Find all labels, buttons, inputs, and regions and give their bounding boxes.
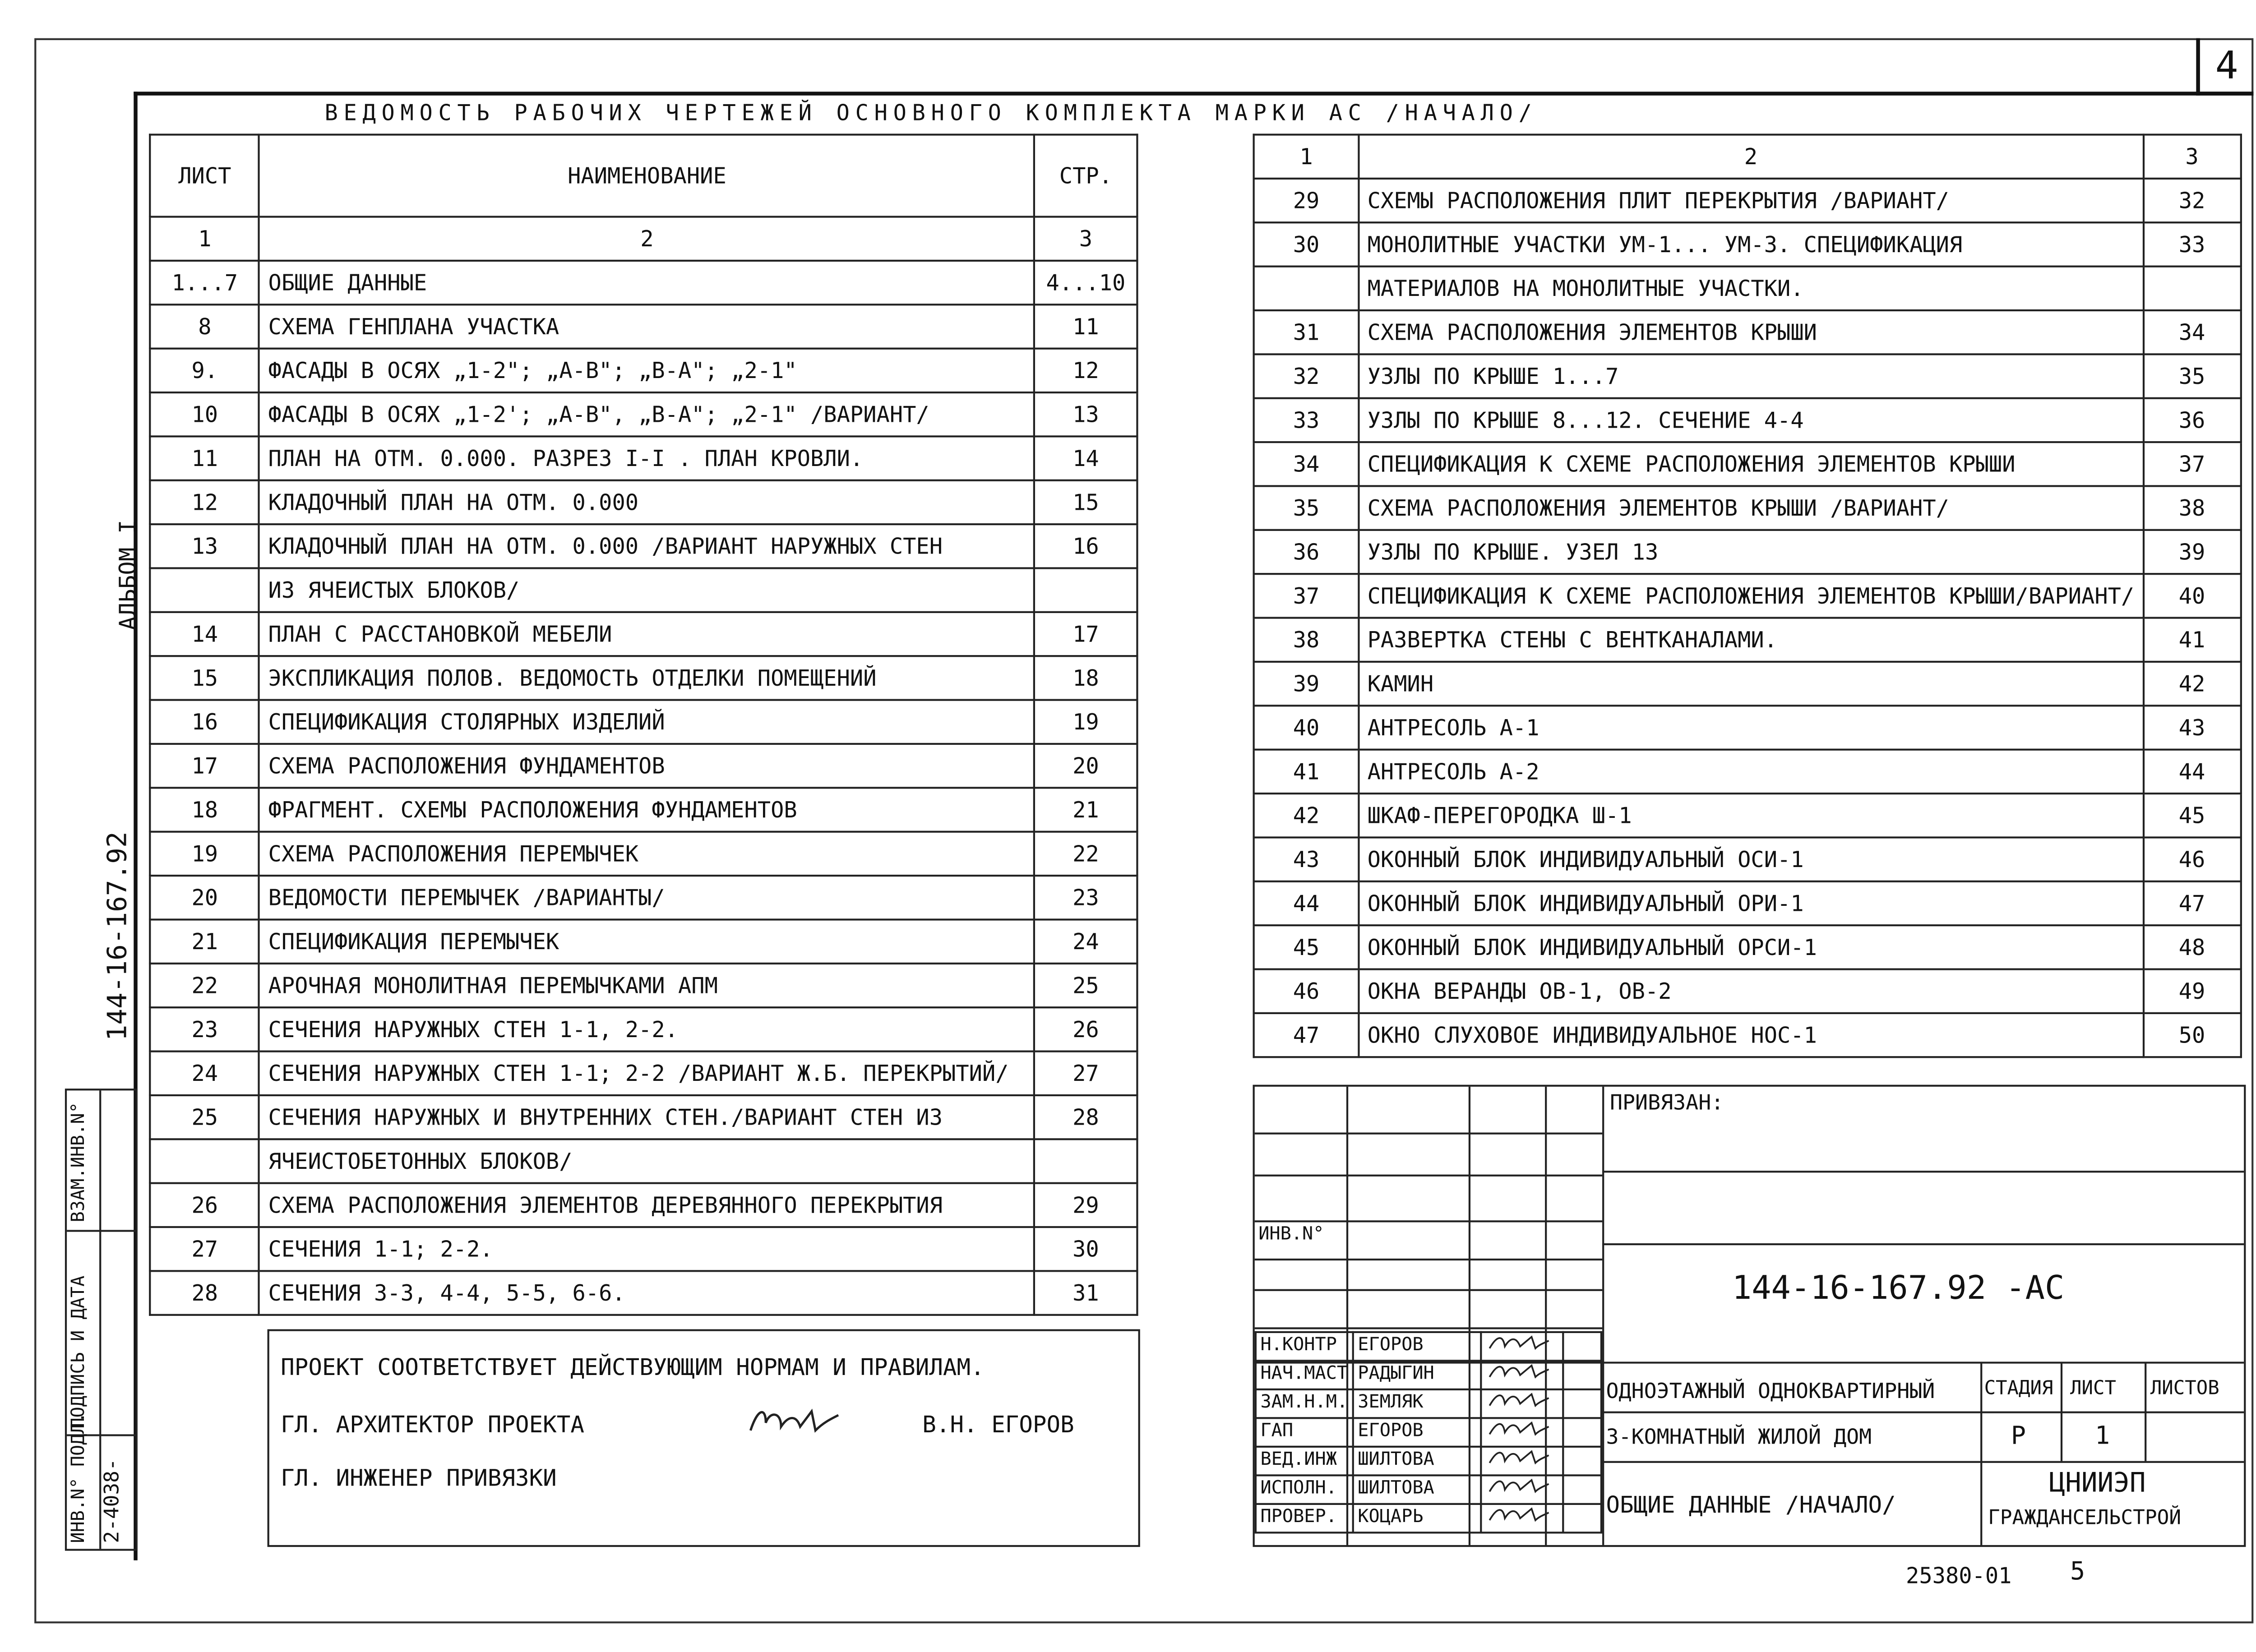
object-description-line2: 3-КОМНАТНЫЙ ЖИЛОЙ ДОМ (1606, 1425, 1872, 1450)
col-number: 2 (1359, 134, 2143, 178)
table-row (150, 656, 1137, 700)
table-row (1254, 530, 2241, 574)
row-name: СЕЧЕНИЯ НАРУЖНЫХ СТЕН 1-1, 2-2. (259, 1007, 1034, 1051)
row-name: ОКНА ВЕРАНДЫ ОВ-1, ОВ-2 (1359, 969, 2143, 1013)
row-name: СХЕМА РАСПОЛОЖЕНИЯ ПЕРЕМЫЧЕК (259, 832, 1034, 876)
row-sheet: 17 (150, 744, 259, 788)
date-cell (1563, 1447, 1601, 1476)
row-page: 46 (2143, 837, 2241, 881)
row-sheet: 9. (150, 349, 259, 392)
row-name: СЕЧЕНИЯ 3-3, 4-4, 5-5, 6-6. (259, 1271, 1034, 1315)
table-row (150, 1007, 1137, 1051)
row-name: ВЕДОМОСТИ ПЕРЕМЫЧЕК /ВАРИАНТЫ/ (259, 876, 1034, 919)
row-page: 14 (1034, 436, 1137, 480)
row-sheet: 21 (150, 919, 259, 963)
row-name: ОКОННЫЙ БЛОК ИНДИВИДУАЛЬНЫЙ ОРИ-1 (1359, 881, 2143, 925)
role-name: РАДЫГИН (1353, 1361, 1481, 1389)
footer-page: 5 (2070, 1558, 2085, 1587)
role-name: ЗЕМЛЯК (1353, 1389, 1481, 1418)
chief-architect-name: В.Н. ЕГОРОВ (922, 1411, 1074, 1438)
role-name: ЕГОРОВ (1353, 1418, 1481, 1447)
date-cell (1563, 1418, 1601, 1447)
signature-row (1256, 1504, 1601, 1533)
sheet-header: ЛИСТ (2070, 1379, 2117, 1400)
row-sheet: 19 (150, 832, 259, 876)
table-row (150, 1095, 1137, 1139)
row-page: 33 (2143, 222, 2241, 266)
role-name: ЕГОРОВ (1353, 1332, 1481, 1361)
table-row (150, 436, 1137, 480)
signature-row (1256, 1418, 1601, 1447)
row-page: 30 (1034, 1227, 1137, 1271)
row-name: ФРАГМЕНТ. СХЕМЫ РАСПОЛОЖЕНИЯ ФУНДАМЕНТОВ (259, 788, 1034, 831)
row-sheet: 20 (150, 876, 259, 919)
row-page: 20 (1034, 744, 1137, 788)
row-page: 25 (1034, 964, 1137, 1007)
signature-row (1256, 1447, 1601, 1476)
row-page: 29 (1034, 1183, 1137, 1227)
inventory-number-label: ИНВ.N° (1258, 1224, 1324, 1246)
row-page: 21 (1034, 788, 1137, 831)
row-name: ОКОННЫЙ БЛОК ИНДИВИДУАЛЬНЫЙ ОРСИ-1 (1359, 925, 2143, 969)
row-sheet: 28 (150, 1271, 259, 1315)
row-sheet: 36 (1254, 530, 1359, 574)
date-cell (1563, 1389, 1601, 1418)
table-row (150, 964, 1137, 1007)
table-row (1254, 267, 2241, 310)
compliance-box (268, 1329, 1140, 1547)
table-row (1254, 574, 2241, 618)
role-label: ГАП (1256, 1418, 1353, 1447)
bound-label: ПРИВЯЗАН: (1609, 1090, 1724, 1116)
table-row (1254, 310, 2241, 354)
original-inventory-value: 2-4038- (101, 1458, 125, 1543)
row-sheet: 37 (1254, 574, 1359, 618)
sheet-number: 4 (2196, 38, 2253, 96)
organization-line2: ГРАЖДАНСЕЛЬСТРОЙ (1988, 1507, 2182, 1530)
drawing-title: ОБЩИЕ ДАННЫЕ /НАЧАЛО/ (1606, 1491, 1896, 1518)
row-page: 48 (2143, 925, 2241, 969)
row-page: 28 (1034, 1095, 1137, 1139)
row-sheet: 12 (150, 480, 259, 524)
row-page: 12 (1034, 349, 1137, 392)
column-number-row (150, 217, 1137, 261)
row-page: 36 (2143, 398, 2241, 442)
row-page: 49 (2143, 969, 2241, 1013)
row-name: КЛАДОЧНЫЙ ПЛАН НА ОТМ. 0.000 /ВАРИАНТ НАРУЖНЫХ СТЕН (259, 524, 1034, 568)
signature-row (1256, 1332, 1601, 1361)
row-name: СХЕМА ГЕНПЛАНА УЧАСТКА (259, 305, 1034, 348)
drawings-list-right (1253, 134, 2242, 1058)
row-sheet: 11 (150, 436, 259, 480)
row-sheet: 40 (1254, 706, 1359, 749)
drawings-list-left (149, 134, 1138, 1316)
row-name: СПЕЦИФИКАЦИЯ ПЕРЕМЫЧЕК (259, 919, 1034, 963)
row-page: 13 (1034, 392, 1137, 436)
row-sheet: 25 (150, 1095, 259, 1139)
side-code: 144-16-167.92 (103, 831, 134, 1041)
row-sheet: 15 (150, 656, 259, 700)
stage-value: Р (2011, 1422, 2026, 1452)
row-name: ШКАФ-ПЕРЕГОРОДКА Ш-1 (1359, 794, 2143, 837)
organization-line1: ЦНИИЭП (2049, 1468, 2146, 1500)
row-sheet: 29 (1254, 179, 1359, 222)
table-row (150, 876, 1137, 919)
table-row (1254, 1013, 2241, 1057)
row-page: 31 (1034, 1271, 1137, 1315)
title-block (1253, 1085, 2246, 1547)
row-name: СЕЧЕНИЯ 1-1; 2-2. (259, 1227, 1034, 1271)
col-number: 1 (1254, 134, 1359, 178)
row-page: 34 (2143, 310, 2241, 354)
row-sheet: 22 (150, 964, 259, 1007)
row-sheet (150, 1139, 259, 1183)
signature-row (1256, 1389, 1601, 1418)
table-row (150, 1183, 1137, 1227)
row-sheet: 43 (1254, 837, 1359, 881)
row-page: 38 (2143, 486, 2241, 530)
table-row (150, 568, 1137, 612)
row-page: 16 (1034, 524, 1137, 568)
table-row (150, 832, 1137, 876)
row-name: КАМИН (1359, 662, 2143, 706)
table-row (1254, 925, 2241, 969)
column-number-row (1254, 134, 2241, 178)
table-row (150, 919, 1137, 963)
row-name: ПЛАН НА ОТМ. 0.000. РАЗРЕЗ I-I . ПЛАН КРОВЛИ. (259, 436, 1034, 480)
table-row (150, 700, 1137, 744)
row-page: 37 (2143, 442, 2241, 486)
row-sheet: 42 (1254, 794, 1359, 837)
table-row (150, 1052, 1137, 1095)
table-row (150, 524, 1137, 568)
signatures-grid (1255, 1331, 1602, 1534)
row-name: ФАСАДЫ В ОСЯХ „1-2'; „А-В", „В-А"; „2-1" /ВАРИАНТ/ (259, 392, 1034, 436)
table-row (150, 612, 1137, 656)
row-name: МОНОЛИТНЫЕ УЧАСТКИ УМ-1... УМ-3. СПЕЦИФИКАЦИЯ (1359, 222, 2143, 266)
row-name: СПЕЦИФИКАЦИЯ СТОЛЯРНЫХ ИЗДЕЛИЙ (259, 700, 1034, 744)
row-sheet: 45 (1254, 925, 1359, 969)
row-page: 15 (1034, 480, 1137, 524)
row-page: 4...10 (1034, 261, 1137, 305)
row-name: ЭКСПЛИКАЦИЯ ПОЛОВ. ВЕДОМОСТЬ ОТДЕЛКИ ПОМЕЩЕНИЙ (259, 656, 1034, 700)
sheet-value: 1 (2095, 1422, 2110, 1452)
col-name-header: НАИМЕНОВАНИЕ (259, 134, 1034, 217)
row-name: СХЕМЫ РАСПОЛОЖЕНИЯ ПЛИТ ПЕРЕКРЫТИЯ /ВАРИАНТ/ (1359, 179, 2143, 222)
row-name: ФАСАДЫ В ОСЯХ „1-2"; „А-В"; „В-А"; „2-1" (259, 349, 1034, 392)
row-page: 26 (1034, 1007, 1137, 1051)
row-page: 19 (1034, 700, 1137, 744)
role-name: ШИЛТОВА (1353, 1475, 1481, 1504)
row-sheet: 8 (150, 305, 259, 348)
table-row (1254, 354, 2241, 398)
sheets-total-header: ЛИСТОВ (2150, 1379, 2219, 1400)
row-sheet (1254, 267, 1359, 310)
row-page (1034, 568, 1137, 612)
row-sheet: 16 (150, 700, 259, 744)
row-sheet: 18 (150, 788, 259, 831)
signature-mark (1481, 1504, 1563, 1533)
row-page: 47 (2143, 881, 2241, 925)
col-number: 1 (150, 217, 259, 261)
row-sheet: 38 (1254, 618, 1359, 662)
row-name: СХЕМА РАСПОЛОЖЕНИЯ ЭЛЕМЕНТОВ КРЫШИ (1359, 310, 2143, 354)
row-page: 43 (2143, 706, 2241, 749)
row-sheet: 10 (150, 392, 259, 436)
table-row (150, 1271, 1137, 1315)
table-row (1254, 222, 2241, 266)
date-cell (1563, 1475, 1601, 1504)
signature-mark (1481, 1475, 1563, 1504)
table-row (1254, 662, 2241, 706)
date-cell (1563, 1504, 1601, 1533)
table-row (1254, 179, 2241, 222)
table-row (150, 744, 1137, 788)
row-sheet: 39 (1254, 662, 1359, 706)
role-label: НАЧ.МАСТ (1256, 1361, 1353, 1389)
role-label: Н.КОНТР (1256, 1332, 1353, 1361)
footer-code: 25380-01 (1906, 1562, 2012, 1589)
row-sheet: 13 (150, 524, 259, 568)
row-page: 17 (1034, 612, 1137, 656)
signature-mark (1481, 1389, 1563, 1418)
row-page: 40 (2143, 574, 2241, 618)
col-sheet-header: ЛИСТ (150, 134, 259, 217)
table-row (150, 1227, 1137, 1271)
table-row (150, 480, 1137, 524)
table-row (1254, 881, 2241, 925)
role-label: ИСПОЛН. (1256, 1475, 1353, 1504)
row-name: УЗЛЫ ПО КРЫШЕ 8...12. СЕЧЕНИЕ 4-4 (1359, 398, 2143, 442)
row-sheet: 46 (1254, 969, 1359, 1013)
row-sheet: 35 (1254, 486, 1359, 530)
row-sheet: 30 (1254, 222, 1359, 266)
signature-date-field: ПОДПИСЬ И ДАТА (69, 1275, 90, 1429)
row-page (2143, 267, 2241, 310)
row-page: 22 (1034, 832, 1137, 876)
role-label: ЗАМ.Н.М. (1256, 1389, 1353, 1418)
original-inventory-field: ИНВ.N° ПОДЛ. (69, 1412, 90, 1543)
row-name: АНТРЕСОЛЬ А-2 (1359, 750, 2143, 794)
row-name: ОБЩИЕ ДАННЫЕ (259, 261, 1034, 305)
document-designation: 144-16-167.92 -АС (1732, 1270, 2065, 1308)
chief-engineer-label: ГЛ. ИНЖЕНЕР ПРИВЯЗКИ (281, 1465, 557, 1492)
album-label: АЛЬБОМ I (114, 520, 142, 631)
table-row (1254, 442, 2241, 486)
row-name: УЗЛЫ ПО КРЫШЕ 1...7 (1359, 354, 2143, 398)
row-name: МАТЕРИАЛОВ НА МОНОЛИТНЫЕ УЧАСТКИ. (1359, 267, 2143, 310)
row-sheet: 47 (1254, 1013, 1359, 1057)
row-name: СЕЧЕНИЯ НАРУЖНЫХ СТЕН 1-1; 2-2 /ВАРИАНТ Ж.Б. ПЕРЕКРЫТИЙ/ (259, 1052, 1034, 1095)
signature-row (1256, 1361, 1601, 1389)
row-page: 50 (2143, 1013, 2241, 1057)
document-heading: ВЕДОМОСТЬ РАБОЧИХ ЧЕРТЕЖЕЙ ОСНОВНОГО КОМПЛЕКТА МАРКИ АС /НАЧАЛО/ (324, 99, 1538, 126)
row-name: СПЕЦИФИКАЦИЯ К СХЕМЕ РАСПОЛОЖЕНИЯ ЭЛЕМЕНТОВ КРЫШИ (1359, 442, 2143, 486)
row-name: ИЗ ЯЧЕИСТЫХ БЛОКОВ/ (259, 568, 1034, 612)
table-row (1254, 837, 2241, 881)
row-page: 24 (1034, 919, 1137, 963)
table-row (150, 305, 1137, 348)
signature-row (1256, 1475, 1601, 1504)
table-header (150, 134, 1137, 217)
row-name: СПЕЦИФИКАЦИЯ К СХЕМЕ РАСПОЛОЖЕНИЯ ЭЛЕМЕНТОВ КРЫШИ/ВАРИАНТ/ (1359, 574, 2143, 618)
row-name: ЯЧЕИСТОБЕТОННЫХ БЛОКОВ/ (259, 1139, 1034, 1183)
col-number: 2 (259, 217, 1034, 261)
table-row (150, 1139, 1137, 1183)
role-name: ШИЛТОВА (1353, 1447, 1481, 1476)
table-row (1254, 706, 2241, 749)
row-page: 32 (2143, 179, 2241, 222)
row-name: СХЕМА РАСПОЛОЖЕНИЯ ЭЛЕМЕНТОВ КРЫШИ /ВАРИАНТ/ (1359, 486, 2143, 530)
row-name: КЛАДОЧНЫЙ ПЛАН НА ОТМ. 0.000 (259, 480, 1034, 524)
col-page-header: СТР. (1034, 134, 1137, 217)
row-sheet: 14 (150, 612, 259, 656)
row-name: СХЕМА РАСПОЛОЖЕНИЯ ЭЛЕМЕНТОВ ДЕРЕВЯННОГО ПЕРЕКРЫТИЯ (259, 1183, 1034, 1227)
signature-mark (1481, 1332, 1563, 1361)
stage-header: СТАДИЯ (1984, 1379, 2053, 1400)
row-name: АРОЧНАЯ МОНОЛИТНАЯ ПЕРЕМЫЧКАМИ АПМ (259, 964, 1034, 1007)
row-name: РАЗВЕРТКА СТЕНЫ С ВЕНТКАНАЛАМИ. (1359, 618, 2143, 662)
role-name: КОЦАРЬ (1353, 1504, 1481, 1533)
row-name: УЗЛЫ ПО КРЫШЕ. УЗЕЛ 13 (1359, 530, 2143, 574)
row-sheet: 26 (150, 1183, 259, 1227)
row-page: 42 (2143, 662, 2241, 706)
row-sheet: 24 (150, 1052, 259, 1095)
table-row (150, 392, 1137, 436)
row-name: АНТРЕСОЛЬ А-1 (1359, 706, 2143, 749)
table-row (1254, 618, 2241, 662)
row-sheet: 23 (150, 1007, 259, 1051)
table-row (1254, 794, 2241, 837)
row-page: 23 (1034, 876, 1137, 919)
date-cell (1563, 1361, 1601, 1389)
table-row (150, 261, 1137, 305)
object-description-line1: ОДНОЭТАЖНЫЙ ОДНОКВАРТИРНЫЙ (1606, 1379, 1935, 1404)
row-name: ОКОННЫЙ БЛОК ИНДИВИДУАЛЬНЫЙ ОСИ-1 (1359, 837, 2143, 881)
table-row (1254, 486, 2241, 530)
role-label: ПРОВЕР. (1256, 1504, 1353, 1533)
row-page: 41 (2143, 618, 2241, 662)
row-name: СХЕМА РАСПОЛОЖЕНИЯ ФУНДАМЕНТОВ (259, 744, 1034, 788)
row-page (1034, 1139, 1137, 1183)
row-name: ПЛАН С РАССТАНОВКОЙ МЕБЕЛИ (259, 612, 1034, 656)
row-page: 39 (2143, 530, 2241, 574)
row-page: 11 (1034, 305, 1137, 348)
compliance-statement: ПРОЕКТ СООТВЕТСТВУЕТ ДЕЙСТВУЮЩИМ НОРМАМ И ПРАВИЛАМ. (281, 1354, 985, 1381)
col-number: 3 (2143, 134, 2241, 178)
row-sheet: 33 (1254, 398, 1359, 442)
col-number: 3 (1034, 217, 1137, 261)
row-sheet: 44 (1254, 881, 1359, 925)
role-label: ВЕД.ИНЖ (1256, 1447, 1353, 1476)
architect-signature (747, 1404, 842, 1450)
date-cell (1563, 1332, 1601, 1361)
row-sheet: 1...7 (150, 261, 259, 305)
signature-mark (1481, 1418, 1563, 1447)
row-page: 44 (2143, 750, 2241, 794)
table-row (1254, 750, 2241, 794)
row-sheet: 41 (1254, 750, 1359, 794)
row-sheet (150, 568, 259, 612)
row-sheet: 27 (150, 1227, 259, 1271)
chief-architect-label: ГЛ. АРХИТЕКТОР ПРОЕКТА (281, 1411, 584, 1438)
row-page: 45 (2143, 794, 2241, 837)
row-page: 35 (2143, 354, 2241, 398)
row-page: 18 (1034, 656, 1137, 700)
signature-mark (1481, 1361, 1563, 1389)
row-sheet: 31 (1254, 310, 1359, 354)
signature-mark (1481, 1447, 1563, 1476)
table-row (150, 349, 1137, 392)
row-name: СЕЧЕНИЯ НАРУЖНЫХ И ВНУТРЕННИХ СТЕН./ВАРИАНТ СТЕН ИЗ (259, 1095, 1034, 1139)
row-name: ОКНО СЛУХОВОЕ ИНДИВИДУАЛЬНОЕ НОС-1 (1359, 1013, 2143, 1057)
row-page: 27 (1034, 1052, 1137, 1095)
replaced-inventory-field: ВЗАМ.ИНВ.N° (69, 1102, 90, 1223)
table-row (1254, 398, 2241, 442)
table-row (150, 788, 1137, 831)
table-row (1254, 969, 2241, 1013)
row-sheet: 34 (1254, 442, 1359, 486)
row-sheet: 32 (1254, 354, 1359, 398)
